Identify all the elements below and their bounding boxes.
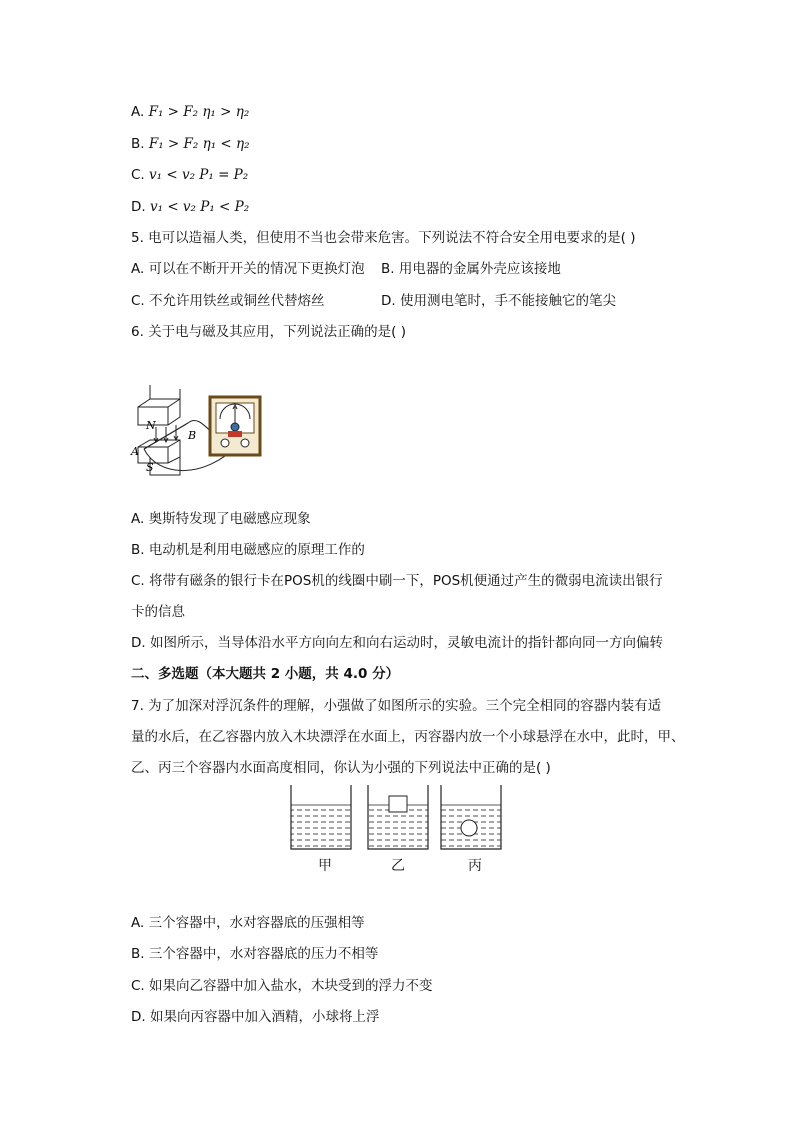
q7-option-d: D. 如果向丙容器中加入酒精，小球将上浮 — [131, 1009, 380, 1025]
option-letter: B. — [131, 136, 145, 152]
wood-block — [389, 796, 407, 812]
n-pole-label: N — [146, 419, 156, 432]
q4-option-b — [131, 135, 250, 153]
point-a-label: A — [131, 445, 139, 458]
q7-stem-line1: 7. 为了加深对浮沉条件的理解，小强做了如图所示的实验。三个完全相同的容器内装有适 — [131, 698, 662, 714]
q7-option-a: A. 三个容器中，水对容器底的压强相等 — [131, 915, 365, 931]
q6-option-c-line1: C. 将带有磁条的银行卡在POS机的线圈中刷一下，POS机便通过产生的微弱电流读出银行 — [131, 573, 663, 589]
option-letter: C. — [131, 167, 145, 183]
q7-stem-line3: 乙、丙三个容器内水面高度相同，你认为小强的下列说法中正确的是( ) — [131, 760, 551, 776]
container-bing — [441, 785, 501, 849]
q6-option-c-line2: 卡的信息 — [131, 604, 185, 620]
q6-option-b: B. 电动机是利用电磁感应的原理工作的 — [131, 542, 365, 558]
q7-option-b: B. 三个容器中，水对容器底的压力不相等 — [131, 946, 379, 962]
option-letter: A. — [131, 104, 145, 120]
option-formula: v₁ < v₂ P₁ < P₂ — [149, 199, 250, 215]
option-formula: v₁ < v₂ P₁ = P₂ — [149, 167, 249, 183]
container-yi — [368, 785, 428, 849]
q4-option-c — [131, 166, 248, 184]
point-b-label: B — [188, 429, 197, 442]
q5-stem: 5. 电可以造福人类，但使用不当也会带来危害。下列说法不符合安全用电要求的是( ) — [131, 230, 636, 246]
container-jia — [291, 785, 351, 849]
q6-option-a: A. 奥斯特发现了电磁感应现象 — [131, 511, 311, 527]
electromagnetic-induction-figure — [128, 385, 273, 495]
small-ball — [461, 820, 477, 836]
q5-option-d: D. 使用测电笔时，手不能接触它的笔尖 — [381, 293, 616, 309]
container-label-yi: 乙 — [391, 858, 405, 874]
q5-option-b: B. 用电器的金属外壳应该接地 — [381, 261, 561, 277]
q5-option-a: A. 可以在不断开开关的情况下更换灯泡 — [131, 261, 365, 277]
q6-option-d: D. 如图所示，当导体沿水平方向向左和向右运动时，灵敏电流计的指针都向同一方向偏转 — [131, 635, 663, 651]
q4-option-a — [131, 103, 249, 121]
q6-stem: 6. 关于电与磁及其应用，下列说法正确的是( ) — [131, 324, 406, 340]
option-letter: D. — [131, 199, 146, 215]
option-formula: F₁ > F₂ η₁ < η₂ — [148, 136, 250, 152]
q7-option-c: C. 如果向乙容器中加入盐水，木块受到的浮力不变 — [131, 978, 433, 994]
section-heading: 二、多选题（本大题共 2 小题，共 4.0 分） — [131, 666, 400, 682]
q5-option-c: C. 不允许用铁丝或铜丝代替熔丝 — [131, 293, 325, 309]
option-formula: F₁ > F₂ η₁ > η₂ — [148, 104, 250, 120]
q4-option-d — [131, 198, 249, 216]
q7-stem-line2: 量的水后，在乙容器内放入木块漂浮在水面上，丙容器内放一个小球悬浮在水中，此时，甲、 — [131, 729, 685, 745]
container-label-bing: 丙 — [468, 858, 482, 874]
container-label-jia: 甲 — [318, 858, 332, 874]
s-pole-label: S — [146, 461, 154, 474]
three-containers-figure — [288, 783, 504, 853]
